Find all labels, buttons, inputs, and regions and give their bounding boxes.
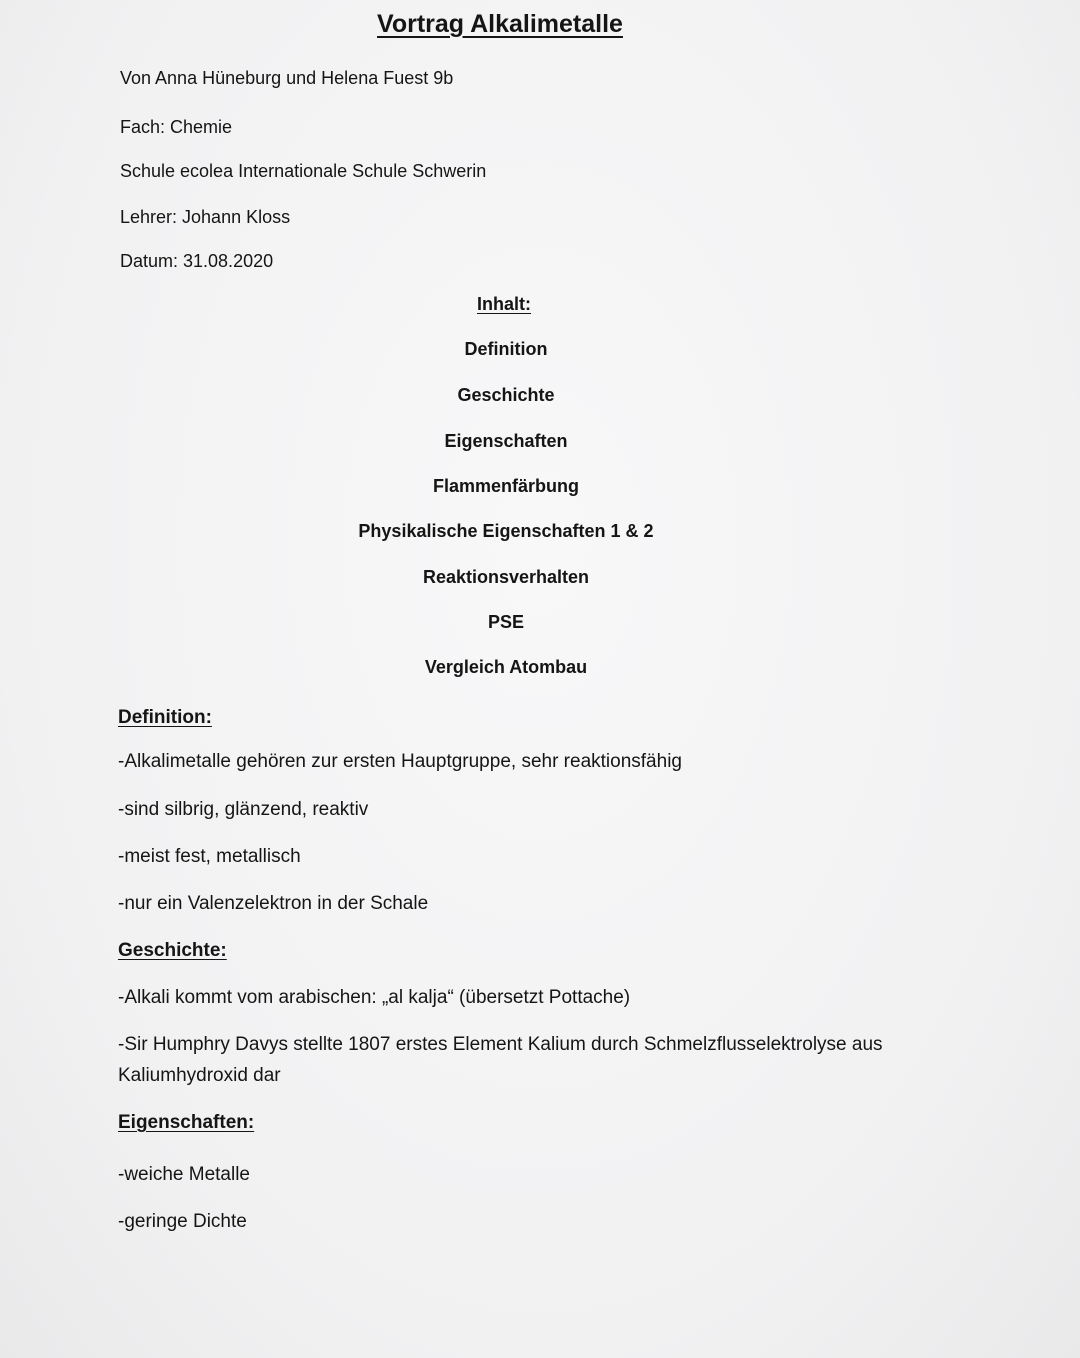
- toc-item: Definition: [464, 339, 548, 359]
- toc-item: Geschichte: [457, 385, 555, 405]
- definition-line: -Alkalimetalle gehören zur ersten Hauptgruppe, sehr reaktionsfähig: [118, 751, 682, 772]
- section-heading-definition: Definition:: [118, 707, 212, 728]
- authors-line: Von Anna Hüneburg und Helena Fuest 9b: [120, 68, 454, 88]
- definition-line: -sind silbrig, glänzend, reaktiv: [118, 799, 369, 820]
- toc-heading: Inhalt:: [477, 294, 531, 314]
- section-heading-geschichte: Geschichte:: [118, 940, 227, 961]
- geschichte-line: -Sir Humphry Davys stellte 1807 erstes Element Kalium durch Schmelzflusselektrolyse aus Kaliumhydroxid dar: [118, 1034, 883, 1086]
- toc-item: Physikalische Eigenschaften 1 & 2: [358, 521, 654, 541]
- teacher-line: Lehrer: Johann Kloss: [120, 207, 291, 227]
- document-title: Vortrag Alkalimetalle: [377, 10, 623, 38]
- eigenschaften-line: -geringe Dichte: [118, 1211, 247, 1232]
- toc-item: Eigenschaften: [444, 431, 568, 451]
- toc-item: Vergleich Atombau: [424, 657, 588, 677]
- toc-item: Flammenfärbung: [432, 476, 579, 496]
- toc-item: Reaktionsverhalten: [422, 567, 590, 587]
- date-line: Datum: 31.08.2020: [120, 251, 274, 271]
- eigenschaften-line: -weiche Metalle: [118, 1164, 250, 1185]
- definition-line: -nur ein Valenzelektron in der Schale: [118, 893, 429, 914]
- subject-line: Fach: Chemie: [120, 117, 233, 137]
- toc-item: PSE: [487, 612, 525, 632]
- definition-line: -meist fest, metallisch: [118, 846, 301, 867]
- school-line: Schule ecolea Internationale Schule Schwerin: [120, 161, 487, 181]
- section-heading-eigenschaften: Eigenschaften:: [118, 1112, 255, 1133]
- geschichte-line: -Alkali kommt vom arabischen: „al kalja“ (übersetzt Pottache): [118, 987, 631, 1008]
